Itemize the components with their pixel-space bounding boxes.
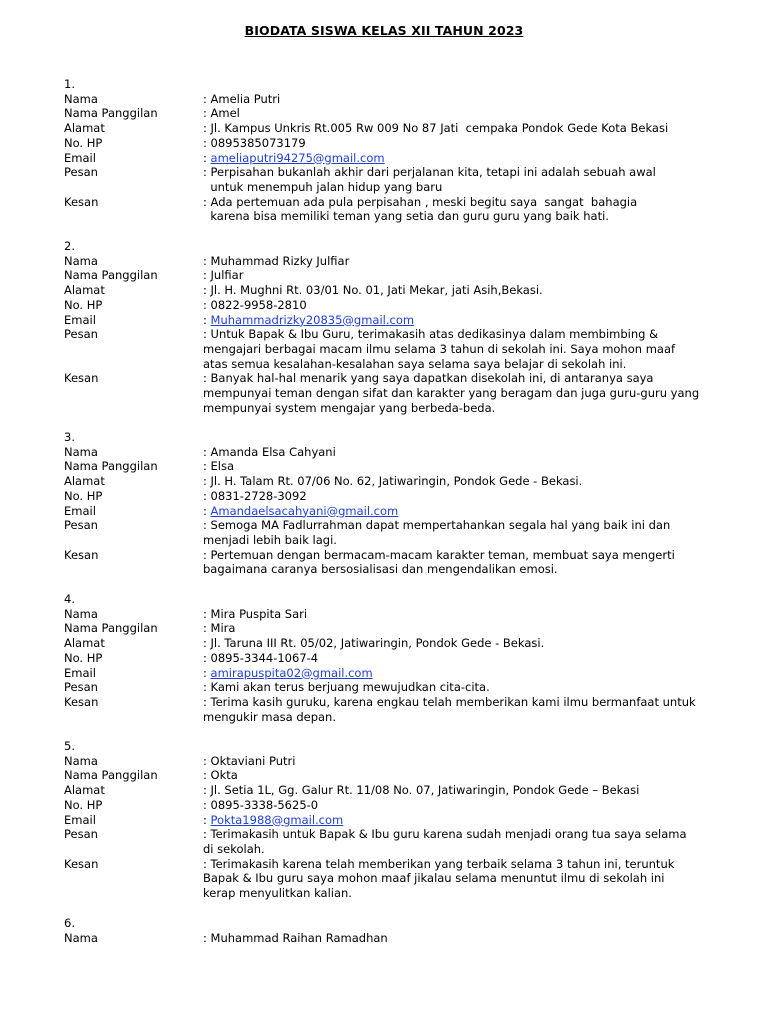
label-kesan: Kesan bbox=[64, 194, 99, 209]
value-pesan: : Untuk Bapak & Ibu Guru, terimakasih atas dedikasinya dalam membimbing & mengajari berbagai macam ilmu selama 3 tahun di sekolah ini. Saya mohon maaf atas semua kesalahan-kesalahan saya selama saya belajar di sekolah ini. bbox=[203, 327, 676, 371]
student-entry-6 bbox=[64, 916, 754, 945]
value-nama: : Muhammad Rizky Julfiar bbox=[203, 253, 350, 268]
label-hp: No. HP bbox=[64, 488, 103, 503]
value-panggilan: : Mira bbox=[203, 621, 236, 636]
label-kesan: Kesan bbox=[64, 856, 99, 871]
email-link[interactable]: amirapuspita02@gmail.com bbox=[210, 665, 373, 680]
document-title: BIODATA SISWA KELAS XII TAHUN 2023 bbox=[244, 23, 524, 38]
label-hp: No. HP bbox=[64, 297, 103, 312]
email-link[interactable]: Muhammadrizky20835@gmail.com bbox=[210, 312, 415, 327]
label-nama: Nama bbox=[64, 253, 98, 268]
row-alamat bbox=[64, 121, 754, 136]
label-email: Email bbox=[64, 665, 96, 680]
label-panggilan: Nama Panggilan bbox=[64, 768, 158, 783]
email-link[interactable]: Amandaelsacahyani@gmail.com bbox=[210, 503, 399, 518]
row-kesan bbox=[64, 371, 754, 415]
value-kesan: : Terima kasih guruku, karena engkau telah memberikan kami ilmu bermanfaat untuk mengukir masa depan. bbox=[203, 694, 696, 724]
label-email: Email bbox=[64, 312, 96, 327]
label-pesan: Pesan bbox=[64, 827, 98, 842]
entry-number: 1. bbox=[64, 77, 75, 91]
value-hp: : 0895-3338-5625-0 bbox=[203, 797, 319, 812]
value-alamat: : Jl. Taruna III Rt. 05/02, Jatiwaringin, Pondok Gede - Bekasi. bbox=[203, 636, 545, 651]
row-pesan bbox=[64, 680, 754, 695]
email-prefix: : bbox=[203, 503, 211, 518]
label-alamat: Alamat bbox=[64, 121, 105, 136]
student-entry-2 bbox=[64, 239, 754, 415]
label-pesan: Pesan bbox=[64, 518, 98, 533]
row-panggilan bbox=[64, 268, 754, 283]
label-pesan: Pesan bbox=[64, 327, 98, 342]
value-hp: : 0895-3344-1067-4 bbox=[203, 650, 319, 665]
row-nama bbox=[64, 92, 754, 107]
row-hp bbox=[64, 489, 754, 504]
value-pesan: : Semoga MA Fadlurrahman dapat mempertahankan segala hal yang baik ini dan menjadi lebih baik lagi. bbox=[203, 518, 671, 547]
email-link[interactable]: Pokta1988@gmail.com bbox=[210, 812, 344, 827]
label-panggilan: Nama Panggilan bbox=[64, 268, 158, 283]
row-email bbox=[64, 313, 754, 328]
value-hp: : 0831-2728-3092 bbox=[203, 488, 307, 503]
label-email: Email bbox=[64, 150, 96, 165]
value-hp: : 0822-9958-2810 bbox=[203, 297, 307, 312]
entry-number: 2. bbox=[64, 239, 75, 253]
label-hp: No. HP bbox=[64, 650, 103, 665]
row-email bbox=[64, 151, 754, 166]
row-pesan bbox=[64, 327, 754, 371]
value-nama: : Oktaviani Putri bbox=[203, 753, 296, 768]
row-email bbox=[64, 504, 754, 519]
entry-number: 3. bbox=[64, 430, 75, 444]
value-nama: : Muhammad Raihan Ramadhan bbox=[203, 930, 388, 945]
student-entry-5 bbox=[64, 739, 754, 901]
row-kesan bbox=[64, 195, 754, 224]
label-panggilan: Nama Panggilan bbox=[64, 621, 158, 636]
label-hp: No. HP bbox=[64, 797, 103, 812]
label-kesan: Kesan bbox=[64, 547, 99, 562]
row-kesan bbox=[64, 857, 754, 901]
value-nama: : Amanda Elsa Cahyani bbox=[203, 444, 336, 459]
value-kesan: : Banyak hal-hal menarik yang saya dapatkan disekolah ini, di antaranya saya mempunyai teman dengan sifat dan karakter yang beragam dan juga guru-guru yang mempunyai system mengajar yang berbeda-beda. bbox=[203, 371, 700, 415]
label-alamat: Alamat bbox=[64, 783, 105, 798]
label-nama: Nama bbox=[64, 91, 98, 106]
label-nama: Nama bbox=[64, 753, 98, 768]
row-pesan bbox=[64, 518, 754, 547]
student-entry-4 bbox=[64, 592, 754, 724]
row-panggilan bbox=[64, 106, 754, 121]
row-pesan bbox=[64, 165, 754, 194]
row-email bbox=[64, 813, 754, 828]
row-nama bbox=[64, 254, 754, 269]
label-kesan: Kesan bbox=[64, 694, 99, 709]
row-alamat bbox=[64, 636, 754, 651]
email-prefix: : bbox=[203, 150, 211, 165]
row-hp bbox=[64, 651, 754, 666]
student-entry-3 bbox=[64, 430, 754, 577]
value-panggilan: : Amel bbox=[203, 106, 240, 121]
value-alamat: : Jl. Kampus Unkris Rt.005 Rw 009 No 87 Jati cempaka Pondok Gede Kota Bekasi bbox=[203, 121, 669, 136]
row-pesan bbox=[64, 827, 754, 856]
student-entry-1 bbox=[64, 77, 754, 224]
label-alamat: Alamat bbox=[64, 636, 105, 651]
value-pesan: : Terimakasih untuk Bapak & Ibu guru karena sudah menjadi orang tua saya selama di sekolah. bbox=[203, 827, 687, 856]
row-nama bbox=[64, 754, 754, 769]
row-kesan bbox=[64, 695, 754, 724]
entry-number: 4. bbox=[64, 592, 75, 606]
entry-number: 6. bbox=[64, 916, 75, 930]
row-email bbox=[64, 666, 754, 681]
value-alamat: : Jl. H. Talam Rt. 07/06 No. 62, Jatiwaringin, Pondok Gede - Bekasi. bbox=[203, 474, 583, 489]
value-hp: : 0895385073179 bbox=[203, 135, 306, 150]
row-nama bbox=[64, 607, 754, 622]
label-alamat: Alamat bbox=[64, 474, 105, 489]
value-alamat: : Jl. H. Mughni Rt. 03/01 No. 01, Jati Mekar, jati Asih,Bekasi. bbox=[203, 283, 543, 298]
value-kesan: : Terimakasih karena telah memberikan yang terbaik selama 3 tahun ini, teruntuk Bapak & Ibu guru saya mohon maaf jikalau selama menuntut ilmu di sekolah ini kerap menyulitkan kalian. bbox=[203, 856, 675, 901]
email-link[interactable]: ameliaputri94275@gmail.com bbox=[210, 150, 385, 165]
label-email: Email bbox=[64, 812, 96, 827]
value-nama: : Mira Puspita Sari bbox=[203, 606, 308, 621]
value-nama: : Amelia Putri bbox=[203, 91, 281, 106]
label-pesan: Pesan bbox=[64, 165, 98, 180]
label-nama: Nama bbox=[64, 444, 98, 459]
entry-number: 5. bbox=[64, 739, 75, 753]
row-alamat bbox=[64, 783, 754, 798]
value-pesan: : Perpisahan bukanlah akhir dari perjalanan kita, tetapi ini adalah sebuah awal untuk menempuh jalan hidup yang baru bbox=[203, 165, 656, 194]
row-panggilan bbox=[64, 621, 754, 636]
label-hp: No. HP bbox=[64, 135, 103, 150]
value-kesan: : Pertemuan dengan bermacam-macam karakter teman, membuat saya mengerti bagaimana caranya bersosialisasi dan mengendalikan emosi. bbox=[203, 547, 675, 577]
value-panggilan: : Okta bbox=[203, 768, 238, 783]
value-pesan: : Kami akan terus berjuang mewujudkan cita-cita. bbox=[203, 680, 490, 695]
row-panggilan bbox=[64, 768, 754, 783]
label-nama: Nama bbox=[64, 606, 98, 621]
label-panggilan: Nama Panggilan bbox=[64, 459, 158, 474]
row-alamat bbox=[64, 283, 754, 298]
value-kesan: : Ada pertemuan ada pula perpisahan , meski begitu saya sangat bahagia karena bisa memiliki teman yang setia dan guru guru yang baik hati. bbox=[203, 194, 638, 224]
row-nama bbox=[64, 931, 754, 946]
row-kesan bbox=[64, 548, 754, 577]
row-hp bbox=[64, 798, 754, 813]
row-panggilan bbox=[64, 459, 754, 474]
row-hp bbox=[64, 298, 754, 313]
value-alamat: : Jl. Setia 1L, Gg. Galur Rt. 11/08 No. 07, Jatiwaringin, Pondok Gede – Bekasi bbox=[203, 783, 640, 798]
row-nama bbox=[64, 445, 754, 460]
label-kesan: Kesan bbox=[64, 371, 99, 386]
email-prefix: : bbox=[203, 312, 211, 327]
email-prefix: : bbox=[203, 812, 211, 827]
label-nama: Nama bbox=[64, 930, 98, 945]
value-panggilan: : Julfiar bbox=[203, 268, 244, 283]
row-alamat bbox=[64, 474, 754, 489]
label-alamat: Alamat bbox=[64, 283, 105, 298]
row-hp bbox=[64, 136, 754, 151]
label-pesan: Pesan bbox=[64, 680, 98, 695]
value-panggilan: : Elsa bbox=[203, 459, 235, 474]
label-panggilan: Nama Panggilan bbox=[64, 106, 158, 121]
email-prefix: : bbox=[203, 665, 211, 680]
label-email: Email bbox=[64, 503, 96, 518]
